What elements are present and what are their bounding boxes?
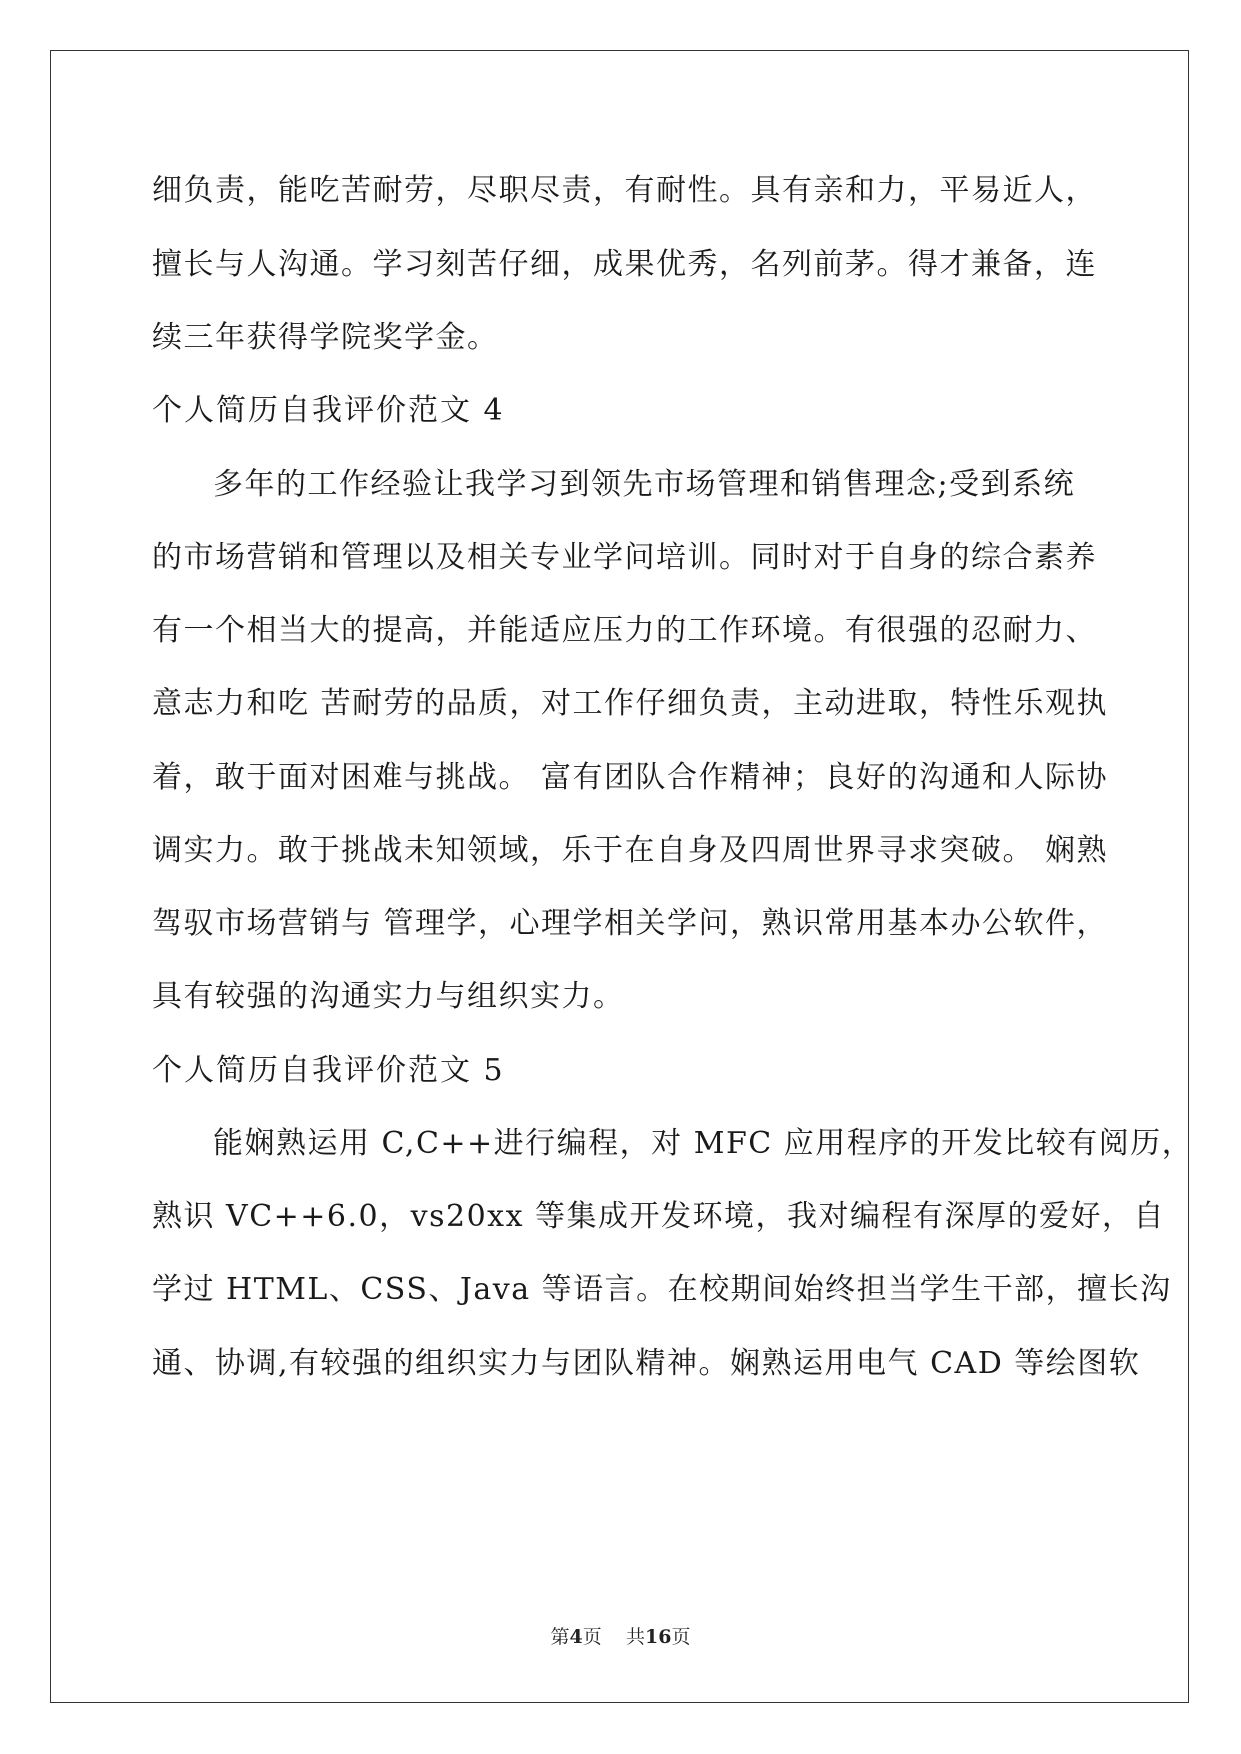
paragraph-line: 熟识 VC++6.0，vs20xx 等集成开发环境，我对编程有深厚的爱好，自 [152,1199,1166,1234]
paragraph-line: 续三年获得学院奖学金。 [152,320,499,355]
paragraph-line: 着，敢于面对困难与挑战。 富有团队合作精神；良好的沟通和人际协 [152,760,1109,795]
page-footer [0,1624,1241,1650]
footer-total-suffix: 页 [671,1626,691,1648]
paragraph-line: 调实力。敢于挑战未知领域，乐于在自身及四周世界寻求突破。 娴熟 [152,833,1109,868]
paragraph-line: 擅长与人沟通。学习刻苦仔细，成果优秀，名列前茅。得才兼备，连 [152,247,1097,282]
paragraph-line: 细负责，能吃苦耐劳，尽职尽责，有耐性。具有亲和力，平易近人， [152,173,1097,208]
section-heading: 个人简历自我评价范文 5 [152,1053,505,1088]
footer-page-number: 4 [569,1626,583,1648]
paragraph-line: 多年的工作经验让我学习到领先市场管理和销售理念;受到系统 [213,467,1076,502]
page-border [50,50,1189,1703]
paragraph-line: 具有较强的沟通实力与组织实力。 [152,979,625,1014]
section-heading: 个人简历自我评价范文 4 [152,393,505,428]
paragraph-line: 通、协调,有较强的组织实力与团队精神。娴熟运用电气 CAD 等绘图软 [152,1346,1141,1381]
paragraph-line: 意志力和吃 苦耐劳的品质，对工作仔细负责，主动进取，特性乐观执 [152,686,1109,721]
paragraph-line: 驾驭市场营销与 管理学，心理学相关学问，熟识常用基本办公软件， [152,906,1109,941]
footer-prefix: 第 [550,1626,570,1648]
paragraph-line: 学过 HTML、CSS、Java 等语言。在校期间始终担当学生干部，擅长沟 [152,1272,1172,1307]
paragraph-line: 的市场营销和管理以及相关专业学问培训。同时对于自身的综合素养 [152,540,1097,575]
footer-total-pages: 16 [644,1626,672,1648]
paragraph-line: 有一个相当大的提高，并能适应压力的工作环境。有很强的忍耐力、 [152,613,1097,648]
paragraph-line: 能娴熟运用 C,C++进行编程，对 MFC 应用程序的开发比较有阅历， [213,1126,1194,1161]
footer-total-prefix: 共 [625,1626,645,1648]
footer-page-word: 页 [582,1626,602,1648]
